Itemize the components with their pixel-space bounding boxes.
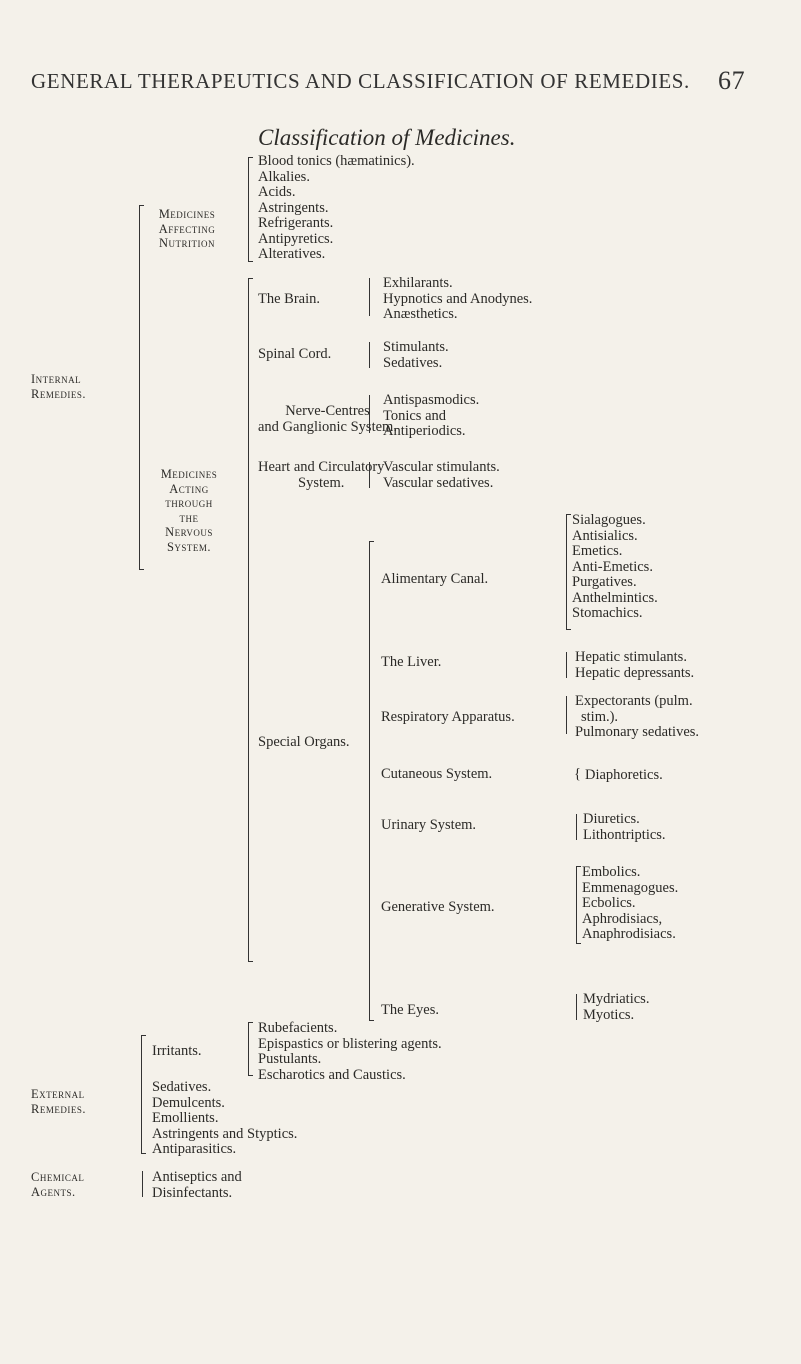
special-bracket	[369, 541, 370, 1021]
nutrition-label: Medicines Affecting Nutrition	[158, 207, 216, 250]
page-title: Classification of Medicines.	[258, 125, 516, 150]
running-header: GENERAL THERAPEUTICS AND CLASSIFICATION OF REMEDIES.	[31, 69, 690, 93]
cutaneous-label: Cutaneous System.	[381, 766, 493, 782]
cord-bracket	[369, 342, 370, 368]
respiratory-list: Expectorants (pulm. stim.). Pulmonary sedatives.	[575, 693, 700, 740]
external-remedies-label: External Remedies.	[31, 1087, 86, 1116]
generative-bracket	[576, 866, 577, 944]
external-bracket	[141, 1035, 142, 1154]
heart-bracket	[369, 462, 370, 488]
alimentary-bracket	[566, 514, 567, 630]
page-number: 67	[718, 66, 746, 95]
chemical-bracket	[142, 1171, 143, 1197]
nutrition-bracket	[248, 157, 249, 262]
nervous-bracket	[248, 278, 249, 962]
respiratory-label: Respiratory Apparatus.	[381, 709, 515, 725]
alimentary-list: Sialagogues. Antisialics. Emetics. Anti-Emetics. Purgatives. Anthelmintics. Stomachics.	[572, 512, 658, 621]
spinal-cord-label: Spinal Cord.	[258, 346, 332, 362]
irritants-label: Irritants.	[152, 1043, 202, 1059]
nerve-list: Antispasmodics. Tonics and Antiperiodics.	[383, 392, 480, 439]
brain-list: Exhilarants. Hypnotics and Anodynes. Anæsthetics.	[383, 275, 533, 322]
nerve-bracket	[369, 395, 370, 433]
urinary-label: Urinary System.	[381, 817, 477, 833]
nervous-label: Medicines Acting through the Nervous System.	[160, 467, 218, 554]
internal-bracket	[139, 205, 140, 570]
irritants-bracket	[248, 1022, 249, 1076]
liver-list: Hepatic stimulants. Hepatic depressants.	[575, 649, 695, 681]
heart-label: Heart and Circulatory System.	[258, 459, 385, 491]
external-list: Sedatives. Demulcents. Emollients. Astringents and Styptics. Antiparasitics.	[152, 1079, 298, 1157]
liver-label: The Liver.	[381, 654, 442, 670]
brain-bracket	[369, 278, 370, 316]
alimentary-label: Alimentary Canal.	[381, 571, 489, 587]
cord-list: Stimulants. Sedatives.	[383, 339, 449, 371]
urinary-bracket	[576, 814, 577, 840]
chemical-list: Antiseptics and Disinfectants.	[152, 1169, 242, 1201]
chemical-agents-label: Chemical Agents.	[31, 1170, 85, 1199]
special-organs-label: Special Organs.	[258, 734, 350, 750]
irritants-list: Rubefacients. Epispastics or blistering agents. Pustulants. Escharotics and Caustics.	[258, 1020, 442, 1083]
urinary-list: Diuretics. Lithontriptics.	[583, 811, 666, 843]
cutaneous-item: Diaphoretics.	[585, 767, 663, 783]
generative-label: Generative System.	[381, 899, 495, 915]
respiratory-bracket	[566, 696, 567, 734]
nerve-centres-label: Nerve-Centres and Ganglionic System.	[258, 403, 397, 435]
generative-list: Embolics. Emmenagogues. Ecbolics. Aphrodisiacs, Anaphrodisiacs.	[582, 864, 679, 942]
nutrition-list: Blood tonics (hæmatinics). Alkalies. Acids. Astringents. Refrigerants. Antipyretics. Alteratives.	[258, 153, 415, 262]
eyes-list: Mydriatics. Myotics.	[583, 991, 650, 1023]
eyes-label: The Eyes.	[381, 1002, 439, 1018]
heart-list: Vascular stimulants. Vascular sedatives.	[383, 459, 500, 491]
cutaneous-brace: {	[574, 766, 581, 782]
liver-bracket	[566, 652, 567, 678]
internal-remedies-label: Internal Remedies.	[31, 372, 86, 401]
eyes-bracket	[576, 994, 577, 1020]
brain-label: The Brain.	[258, 291, 321, 307]
